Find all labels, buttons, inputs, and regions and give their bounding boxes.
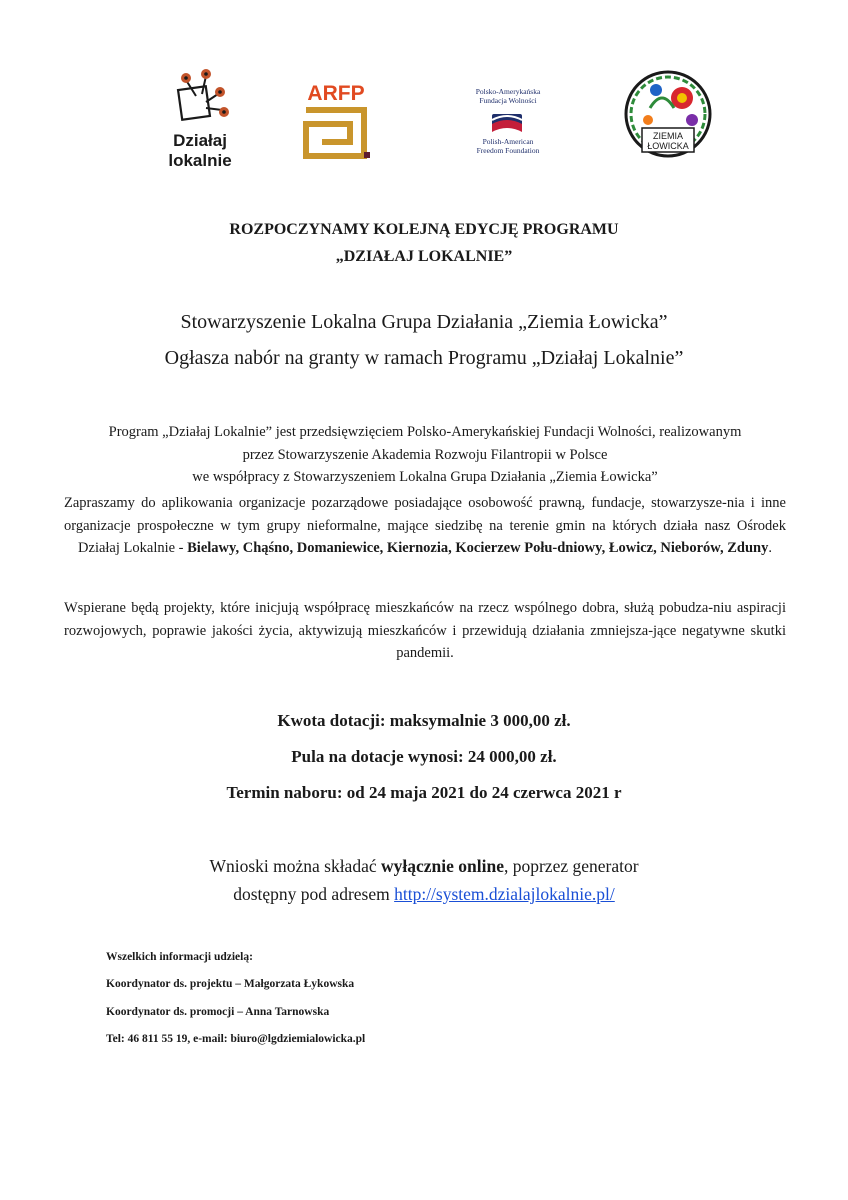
intro-line1: Program „Działaj Lokalnie” jest przedsięwzięciem Polsko-Amerykańskiej Fundacji Wolności, realizowanym [108,424,742,440]
dzialaj-lokalnie-flower-icon [160,66,240,176]
apply-bold: wyłącznie online [381,856,504,876]
apply-line2 [0,880,848,908]
arfp-logo [298,80,378,162]
arfp-logo-text: ARFP [307,82,365,105]
folk-flower-icon [643,84,698,126]
generator-link[interactable]: http://system.dzialajlokalnie.pl/ [394,884,615,904]
subheading-line1: Stowarzyszenie Lokalna Grupa Działania „Ziemia Łowicka” [180,311,668,333]
apply-line2-prefix: dostępny pod adresem [233,884,395,904]
main-heading-line1: ROZPOCZYNAMY KOLEJNĄ EDYCJĘ PROGRAMU [229,221,619,238]
grant-pool: Pula na dotacje wynosi: 24 000,00 zł. [291,747,557,766]
logos-row [0,60,848,170]
contact-coordinator-promo: Koordynator ds. promocji – Anna Tarnowska [106,1006,330,1018]
pafw-logo [452,86,564,164]
invite-end: . [768,540,772,556]
pafw-line2: Fundacja Wolności [479,96,537,105]
zl-line2: ŁOWICKA [647,141,689,151]
subheading-line2: Ogłasza nabór na granty w ramach Programu „Działaj Lokalnie” [164,347,684,369]
apply-suffix: , poprzez generator [503,856,639,876]
intro-line3: we współpracy z Stowarzyszeniem Lokalna Grupa Działania „Ziemia Łowicka” [192,469,658,485]
apply-info [0,852,848,908]
zl-line1: ZIEMIA [652,131,684,141]
arfp-emblem-icon [306,110,364,156]
logo-dl-line1: Działaj [173,131,227,150]
main-heading-line2: „DZIAŁAJ LOKALNIE” [335,248,513,265]
intro-line2: przez Stowarzyszenie Akademia Rozwoju Filantropii w Polsce [242,446,608,463]
dzialaj-lokalnie-logo [160,66,240,176]
pafw-line1: Polsko-Amerykańska [475,87,541,96]
contact-title: Wszelkich informacji udzielą: [106,951,253,963]
apply-prefix: Wnioski można składać [209,856,381,876]
intro-paragraph [64,421,786,489]
apply-line1 [0,852,848,880]
ziemia-lowicka-logo [622,68,714,168]
pafw-line3: Polish-American [482,137,534,146]
support-paragraph: Wspierane będą projekty, które inicjują współpracę mieszkańców na rzecz wspólnego dobra, służą pobudza-niu aspiracji rozwojowych, poprawie jakości życia, aktywizują mieszkańców i przewidują działania zmniejsza-jące negatywne skutki pandemii. [64,600,786,661]
invite-text: Zapraszamy do aplikowania organizacje pozarządowe posiadające osobowość prawną, fundacje, stowarzysze-nia i inne organizacje prospołeczne w tym grupy nieformalne, mające siedzibę na terenie gmin na których działa nasz Ośrodek Działaj Lokalnie - [64,495,786,556]
grant-deadline: Termin naboru: od 24 maja 2021 do 24 czerwca 2021 r [226,783,622,802]
pafw-flag-icon [492,114,522,132]
contact-coordinator-project: Koordynator ds. projektu – Małgorzata Łykowska [106,978,355,990]
invite-paragraph [64,492,786,560]
contact-tel-email: Tel: 46 811 55 19, e-mail: biuro@lgdziemialowicka.pl [106,1033,366,1045]
pafw-line4: Freedom Foundation [476,146,540,155]
logo-dl-line2: lokalnie [168,151,232,170]
grant-amount: Kwota dotacji: maksymalnie 3 000,00 zł. [277,711,571,730]
invite-communes: Bielawy, Chąśno, Domaniewice, Kiernozia, Kocierzew Połu-dniowy, Łowicz, Nieborów, Zduny [187,540,769,556]
